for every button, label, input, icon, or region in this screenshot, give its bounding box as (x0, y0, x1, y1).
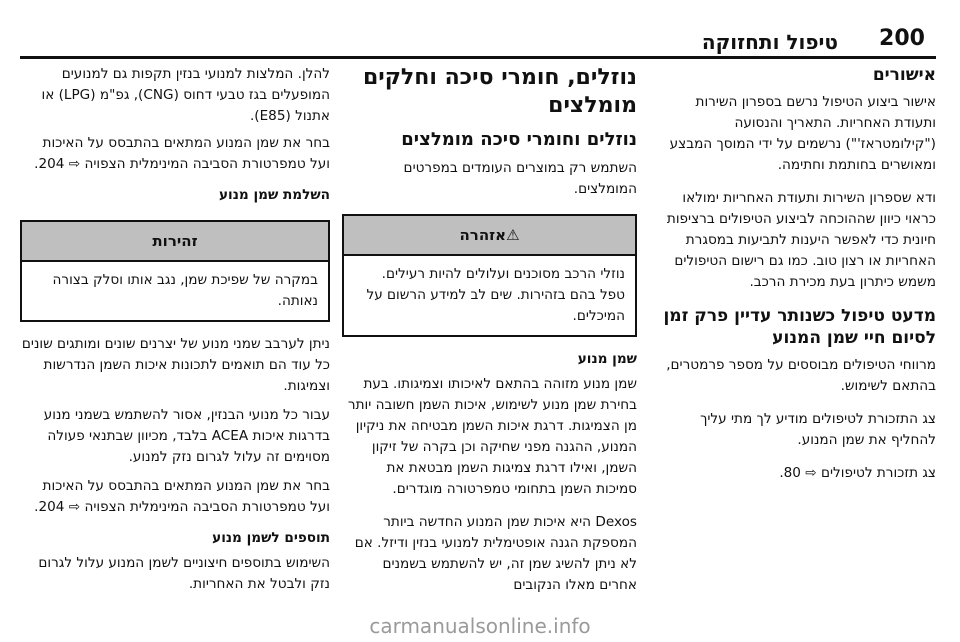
paragraph: ודא שספרון השירות ותעודת האחריות ימולאו כראוי כיוון שההוכחה לביצוע הטיפולים ברציפות חיונית כדי לאפשר היענות לתביעות במסגרת האחריות או רצון טוב. כמו גם רישום הטיפולים משמש כיתרון בעת מכירת הרכב. (666, 190, 936, 290)
column-middle (342, 64, 637, 596)
paragraph: להלן. המלצות למנועי בנזין תקפות גם למנועים המופעלים בגז טבעי דחוס (CNG), גפ"מ (LPG) או אתנול (E85). (41, 66, 330, 124)
section-heading-approvals: אישורים (872, 65, 936, 85)
paragraph: מרווחי הטיפולים מבוססים על מספר פרמטרים, בהתאם לשימוש. (666, 357, 936, 394)
caution-title: זהירות (22, 222, 328, 262)
section-heading-service-due: מדעט טיפול כשנותר עדיין פרק זמן לסיום חיי שמן המנוע (663, 306, 936, 348)
paragraph: ניתן לערבב שמני מנוע של יצרנים שונים ומותגים שונים כל עוד הם תואמים לתכונות איכות השמן הנדרשות וצמיגות. (21, 336, 330, 394)
warning-text: נוזלי הרכב מסוכנים ועלולים להיות רעילים. טפל בהם בזהירות. שים לב למידע הרשום על המיכלים. (366, 266, 625, 324)
section-heading-fluids: נוזלים וחומרי סיכה מומלצים (401, 129, 637, 150)
section-heading-additives: תוספים לשמן מנוע (212, 530, 330, 546)
running-title: טיפול ותחזוקה (701, 30, 838, 54)
section-heading-topping-up: השלמת שמן מנוע (219, 187, 330, 203)
watermark: carmanualsonline.info (369, 614, 591, 638)
paragraph: Dexos היא איכות שמן המנוע החדשה ביותר המספקת הגנה אופטימלית למנועי בנזין ודיזל. אם לא ניתן להשיג שמן זה, יש להשתמש בשמנים אחרים מאלו הנקובים (354, 514, 637, 593)
page-number: 200 (879, 26, 925, 51)
paragraph: שמן מנוע מזוהה בהתאם לאיכותו וצמיגותו. בעת בחירת שמן מנוע לשימוש, איכות השמן חשובה יותר מן הצמיגות. דרגת איכות השמן מבטיחה את ניקיון המנוע, ההגנה מפני שחיקה וכן בקרה של זיקון השמן, ואילו דרגת צמיגות השמן מבטאת את סמיכות השמן בתחומי טמפרטורה מוגדרים. (347, 376, 637, 497)
paragraph: צג תזכורת לטיפולים ⇨ 80. (779, 465, 936, 481)
header-rule (20, 56, 936, 59)
warning-box (342, 214, 637, 337)
chapter-title: נוזלים, חומרי סיכה וחלקים מומלצים (362, 65, 637, 118)
paragraph: עבור כל מנועי הבנזין, אסור להשתמש בשמני מנוע בדרגות איכות ACEA בלבד, מכיוון שבתנאי פעולה מסוימים זה עלול לגרום נזק למנוע. (43, 407, 330, 465)
caution-text: במקרה של שפיכת שמן, נגב אותו וסלק בצורה נאותה. (52, 272, 318, 309)
column-right (658, 64, 936, 484)
paragraph: אישור ביצוע הטיפול נרשם בספרון השירות ותעודת האחריות. התאריך והנסועה ("קילומטראז'") נרשמים על ידי המוסך המבצע ומאושרים בחותמת וחתימה. (669, 94, 936, 173)
warning-icon: ⚠ (506, 226, 520, 244)
section-heading-engine-oil: שמן מנוע (577, 351, 637, 367)
warning-header (344, 216, 635, 256)
caution-box (20, 220, 330, 322)
paragraph: השימוש בתוספים חיצוניים לשמן המנוע עלול לגרום נזק ולבטל את האחריות. (38, 555, 330, 592)
warning-title: אזהרה (459, 226, 507, 244)
paragraph: השתמש רק במוצרים העומדים במפרטים המומלצים. (403, 160, 637, 197)
column-left (20, 64, 330, 595)
page-header (0, 0, 960, 55)
paragraph: צג התזכורת לטיפולים מודיע לך מתי עליך להחליף את שמן המנוע. (700, 411, 936, 448)
paragraph: בחר את שמן המנוע המתאים בהתבסס על האיכות ועל טמפרטורת הסביבה המינימלית הצפויה ⇨ 204. (34, 478, 330, 515)
paragraph: בחר את שמן המנוע המתאים בהתבסס על האיכות ועל טמפרטורת הסביבה המינימלית הצפויה ⇨ 204. (34, 135, 330, 172)
